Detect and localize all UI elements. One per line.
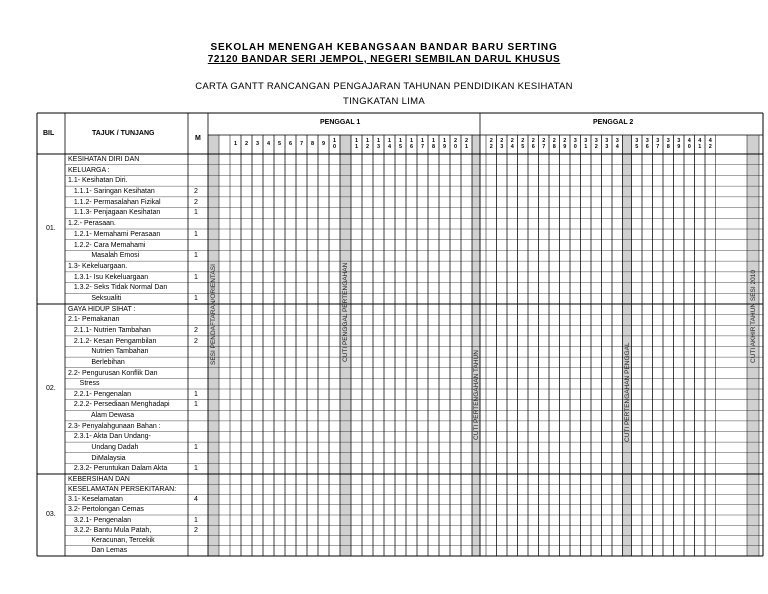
minggu-value: 2 bbox=[194, 188, 198, 195]
week-number: 4 2 bbox=[708, 138, 712, 150]
topic-text: KESELAMATAN PERSEKITARAN: bbox=[68, 485, 177, 493]
section-number: 02. bbox=[46, 385, 56, 392]
break-column-label: SESI PENDAFTARAN/ORIENTASI bbox=[210, 264, 217, 365]
topic-text: 2.2- Pengurusan Konflik Dan bbox=[68, 369, 158, 377]
week-number: 6 bbox=[288, 141, 293, 147]
class-level: TINGKATAN LIMA bbox=[343, 96, 425, 107]
document-title: CARTA GANTT RANCANGAN PENGAJARAN TAHUNAN PENDIDIKAN KESIHATAN bbox=[195, 81, 573, 92]
week-number: 3 5 bbox=[635, 138, 639, 150]
week-number: 1 7 bbox=[420, 138, 425, 150]
week-number: 2 2 bbox=[489, 138, 493, 150]
minggu-value: 1 bbox=[194, 273, 198, 281]
week-number: 2 4 bbox=[510, 138, 514, 150]
minggu-value: 4 bbox=[194, 496, 198, 504]
topic-text: 3.2.1- Pengenalan bbox=[68, 516, 132, 524]
topic-text: KELUARGA : bbox=[68, 166, 110, 174]
topic-text: 1.3.1- Isu Kekeluargaan bbox=[68, 273, 149, 281]
topic-text: 2.1- Pemakanan bbox=[68, 316, 120, 324]
topic-text: DiMalaysia bbox=[68, 454, 126, 462]
topic-text: 3.1- Keselamatan bbox=[68, 496, 123, 504]
topic-text: 2.3.1- Akta Dan Undang- bbox=[68, 433, 151, 441]
topic-text: KESIHATAN DIRI DAN bbox=[68, 155, 140, 163]
week-number: 9 bbox=[321, 141, 326, 147]
week-number: 7 bbox=[299, 141, 304, 147]
week-number: 3 bbox=[255, 141, 260, 147]
topic-text: Keracunan, Tercekik bbox=[68, 537, 155, 545]
topic-text: 3.2.2- Bantu Mula Patah, bbox=[68, 526, 152, 534]
week-number: 2 7 bbox=[542, 138, 546, 150]
week-number: 4 bbox=[266, 141, 271, 147]
topic-text: 2.2.1- Pengenalan bbox=[68, 390, 132, 398]
topic-text: GAYA HIDUP SIHAT : bbox=[68, 305, 136, 313]
minggu-value: 1 bbox=[194, 252, 198, 260]
week-number: 2 5 bbox=[521, 138, 525, 150]
topic-text: 2.2.2- Persediaan Menghadapi bbox=[68, 401, 170, 409]
break-column-label: CUTI PENGGAL PERTENGAHAN bbox=[342, 262, 349, 362]
topic-text: 1.1.1- Saringan Kesihatan bbox=[68, 188, 155, 195]
bil-header: BIL bbox=[43, 130, 55, 137]
topic-text: 2.1.2- Kesan Pengambilan bbox=[68, 337, 157, 345]
topic-text: 1.3- Kekeluargaan. bbox=[68, 263, 128, 270]
school-name: SEKOLAH MENENGAH KEBANGSAAN BANDAR BARU SERTING bbox=[210, 42, 558, 53]
minggu-value: 1 bbox=[194, 209, 198, 217]
week-number: 3 7 bbox=[656, 138, 660, 150]
topic-text: Dan Lemas bbox=[68, 547, 128, 555]
topic-text: Seksualiti bbox=[68, 295, 122, 303]
topic-text: 1.1.3- Penjagaan Kesihatan bbox=[68, 209, 161, 217]
minggu-value: 2 bbox=[194, 198, 198, 206]
topic-text: Undang Dadah bbox=[68, 443, 139, 451]
school-address: 72120 BANDAR SERI JEMPOL, NEGERI SEMBILAN DARUL KHUSUS bbox=[207, 54, 561, 65]
week-number: 1 2 bbox=[365, 138, 370, 150]
penggal-2-header: PENGGAL 2 bbox=[593, 119, 634, 126]
minggu-value: 1 bbox=[194, 516, 198, 524]
topic-text: Alam Dewasa bbox=[68, 412, 135, 420]
topic-text: 2.3- Penyalahgunaan Bahan : bbox=[68, 422, 161, 430]
week-number: 1 9 bbox=[442, 138, 447, 150]
section-number: 01. bbox=[46, 225, 56, 232]
minggu-value: 2 bbox=[194, 526, 198, 534]
topic-text: 2.3.2- Peruntukan Dalam Akta bbox=[68, 465, 168, 473]
week-number: 1 3 bbox=[376, 138, 381, 150]
minggu-value: 1 bbox=[194, 401, 198, 409]
week-number: 2 6 bbox=[531, 138, 535, 150]
week-number: 3 3 bbox=[605, 138, 609, 150]
week-number: 2 bbox=[244, 141, 249, 147]
minggu-value: 1 bbox=[194, 443, 198, 451]
week-number: 2 8 bbox=[552, 138, 556, 150]
week-number: 8 bbox=[310, 141, 315, 147]
minggu-value: 2 bbox=[194, 337, 198, 345]
week-number: 1 4 bbox=[387, 138, 392, 150]
topic-text: 2.1.1- Nutrien Tambahan bbox=[68, 327, 151, 335]
week-number: 2 1 bbox=[464, 138, 469, 150]
minggu-value: 1 bbox=[194, 295, 198, 303]
penggal-1-header: PENGGAL 1 bbox=[320, 119, 361, 126]
week-number: 1 5 bbox=[398, 138, 403, 150]
minggu-value: 1 bbox=[194, 390, 198, 398]
topic-text: Berlebihan bbox=[68, 358, 125, 366]
week-number: 3 8 bbox=[666, 138, 670, 150]
week-number: 2 0 bbox=[453, 138, 458, 150]
topic-text: Stress bbox=[68, 380, 100, 388]
week-number: 1 bbox=[233, 141, 238, 147]
week-number: 1 1 bbox=[354, 138, 359, 150]
topic-text: 1.2.2- Cara Memahami bbox=[68, 241, 146, 249]
topic-text: Masalah Emosi bbox=[68, 252, 140, 260]
topic-text: 1.3.2- Seks Tidak Normal Dan bbox=[68, 284, 168, 292]
week-number: 3 0 bbox=[573, 138, 577, 150]
week-number: 2 3 bbox=[500, 138, 504, 150]
week-number: 4 1 bbox=[698, 138, 702, 150]
week-number: 3 9 bbox=[677, 138, 681, 150]
week-number: 4 0 bbox=[687, 138, 691, 150]
m-header: M bbox=[195, 135, 201, 142]
week-number: 1 0 bbox=[332, 138, 337, 150]
break-column-label: CUTI PERTENGAHAN TAHUN bbox=[473, 350, 480, 440]
topic-text: KEBERSIHAN DAN bbox=[68, 475, 130, 483]
minggu-value: 1 bbox=[194, 465, 198, 473]
week-number: 3 4 bbox=[615, 138, 619, 150]
minggu-value: 2 bbox=[194, 327, 198, 335]
break-column bbox=[472, 135, 480, 556]
topic-text: 3.2- Pertolongan Cemas bbox=[68, 506, 144, 514]
topic-header: TAJUK / TUNJANG bbox=[92, 130, 155, 137]
break-column-label: CUTI PERTENGAHAN PENGGAL bbox=[623, 342, 631, 442]
topic-text: 1.2.- Perasaan. bbox=[68, 220, 116, 228]
week-number: 5 bbox=[277, 141, 282, 147]
minggu-value: 1 bbox=[194, 230, 198, 238]
section-number: 03. bbox=[46, 511, 56, 518]
topic-text: 1.2.1- Memahami Perasaan bbox=[68, 230, 161, 238]
week-number: 3 6 bbox=[645, 138, 649, 150]
topic-text: Nutrien Tambahan bbox=[68, 348, 149, 356]
topic-text: 1.1- Kesihatan Diri. bbox=[68, 177, 128, 185]
week-number: 1 6 bbox=[409, 138, 414, 150]
week-number: 3 1 bbox=[584, 138, 588, 150]
week-number: 3 2 bbox=[594, 138, 598, 150]
week-number: 1 8 bbox=[431, 138, 436, 150]
topic-text: 1.1.2- Permasalahan Fizikal bbox=[68, 198, 161, 206]
break-column-label: CUTI AKHIR TAHUN SESI 2010 bbox=[750, 270, 757, 363]
week-number: 2 9 bbox=[563, 138, 567, 150]
